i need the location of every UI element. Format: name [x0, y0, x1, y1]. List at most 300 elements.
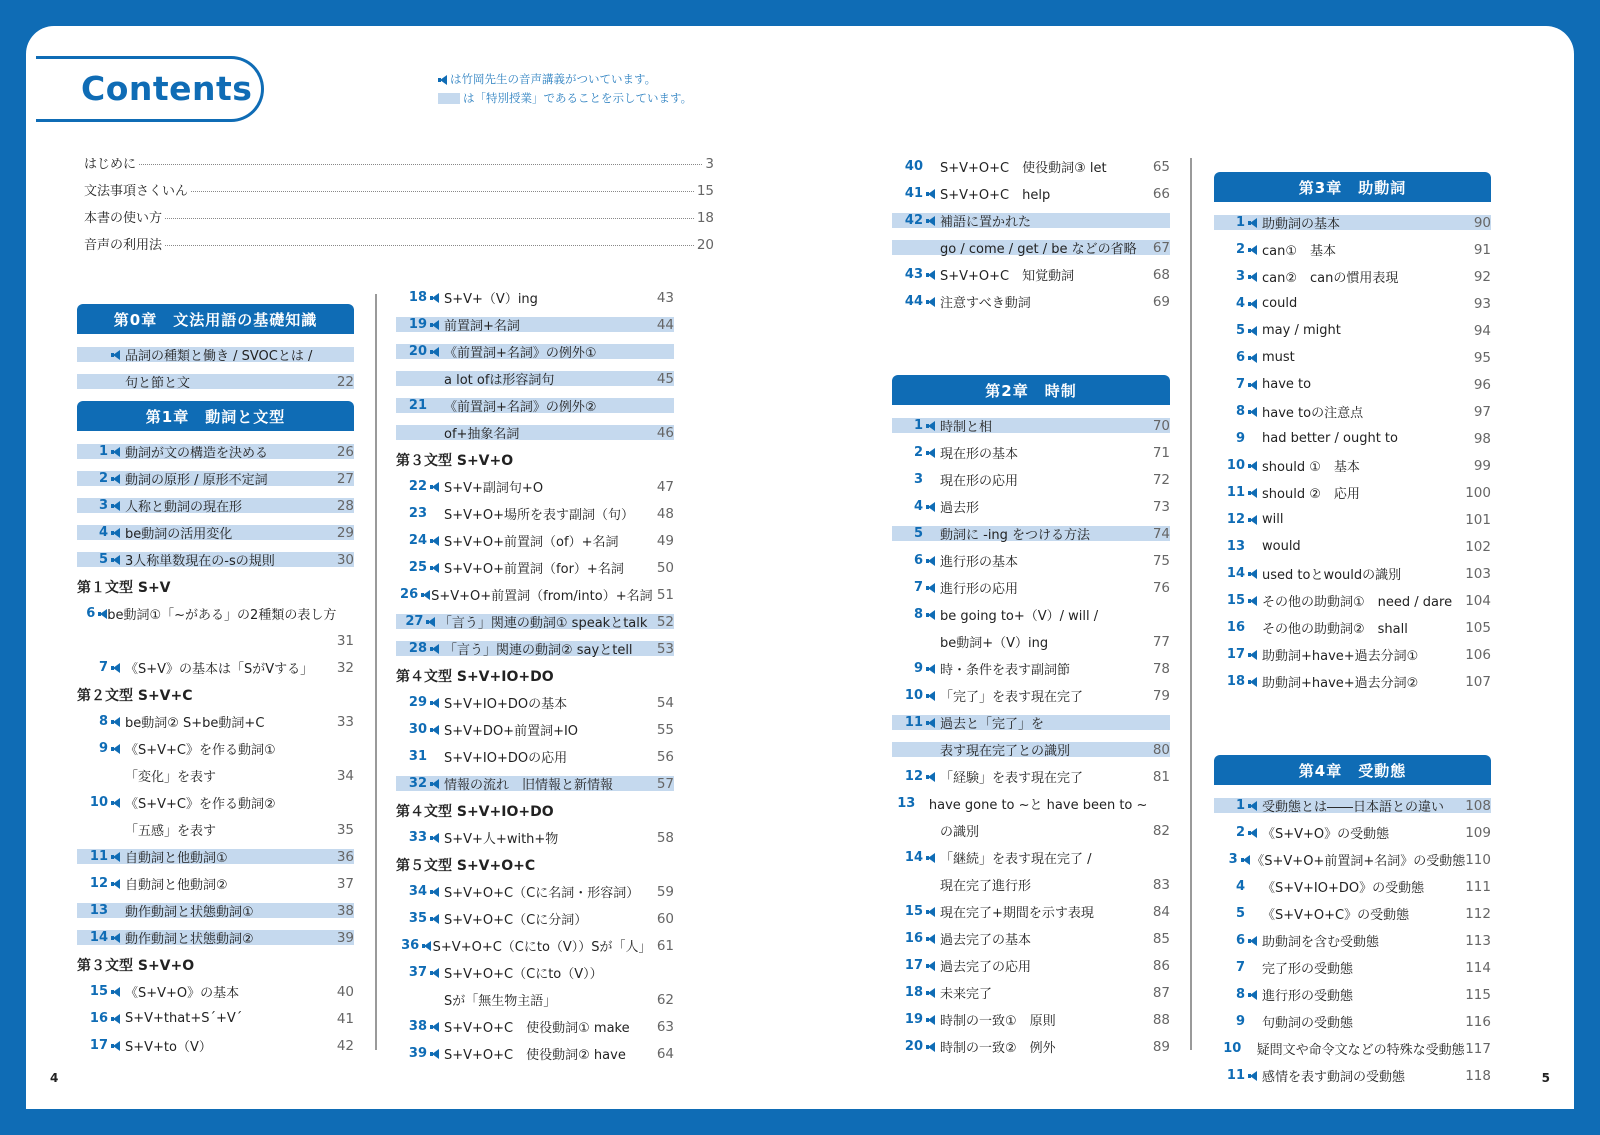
lesson-row[interactable]: [892, 628, 1170, 655]
intro-item[interactable]: [84, 180, 714, 207]
lesson-title: 「変化」を表す: [125, 770, 217, 785]
audio-slot: [111, 555, 125, 565]
chapter-header: 第2章 時制: [892, 375, 1170, 405]
lesson-number: 15: [89, 984, 108, 999]
page-number: 31: [336, 632, 354, 649]
special-lesson-row[interactable]: [77, 843, 354, 870]
speaker-icon: [430, 698, 439, 708]
speaker-icon: [1248, 828, 1257, 838]
speaker-icon: [430, 536, 439, 546]
special-lesson-row[interactable]: [396, 365, 674, 392]
audio-slot: [430, 1049, 444, 1059]
lesson-row[interactable]: [1214, 560, 1491, 587]
speaker-icon: [111, 447, 120, 457]
lesson-row[interactable]: [1214, 981, 1491, 1008]
lesson-title: be動詞② S+be動詞+C: [125, 716, 265, 731]
lesson-number: 34: [408, 884, 427, 899]
lesson-title: a lot ofは形容詞句: [444, 373, 555, 388]
audio-slot: [111, 717, 125, 727]
speaker-icon: [926, 270, 935, 280]
lesson-row[interactable]: [396, 581, 674, 608]
lesson-number: 7: [913, 580, 923, 595]
page-number: 113: [1465, 932, 1491, 949]
speaker-icon: [926, 934, 935, 944]
lesson-title: could: [1262, 296, 1298, 311]
audio-slot: [111, 1041, 125, 1051]
lesson-title: S+V+O+C（Cにto（V））: [444, 967, 603, 982]
intro-label: 文法事項さくいん: [84, 184, 189, 199]
page-number: 91: [1473, 241, 1491, 258]
lesson-title: 時制と相: [940, 420, 993, 435]
special-lesson-row[interactable]: [892, 736, 1170, 763]
lesson-row[interactable]: [892, 288, 1170, 315]
section-label: 第５文型 S+V+O+C: [396, 857, 536, 874]
special-lesson-row[interactable]: [1214, 792, 1491, 819]
page-number: 47: [656, 478, 674, 495]
lesson-title: have toの注意点: [1262, 406, 1364, 421]
lesson-number: 27: [405, 614, 424, 629]
lesson-row[interactable]: [77, 1032, 354, 1059]
lesson-row[interactable]: [1214, 506, 1491, 533]
page-number: 100: [1465, 484, 1491, 501]
audio-slot: [1248, 380, 1262, 390]
lesson-row[interactable]: [396, 1013, 674, 1040]
lesson-number: 16: [1226, 620, 1245, 635]
lesson-number: 42: [904, 213, 923, 228]
lesson-row[interactable]: [1214, 290, 1491, 317]
page-number: 101: [1465, 511, 1491, 528]
page-number: 87: [1152, 984, 1170, 1001]
page-number: 99: [1473, 457, 1491, 474]
lesson-row[interactable]: [892, 655, 1170, 682]
lesson-number: 9: [1235, 1014, 1245, 1029]
page-number: 93: [1473, 295, 1491, 312]
lesson-row[interactable]: [892, 1033, 1170, 1060]
lesson-row[interactable]: [892, 898, 1170, 925]
lesson-row[interactable]: [892, 601, 1170, 628]
page-number: 59: [656, 883, 674, 900]
audio-slot: [926, 988, 940, 998]
lesson-row[interactable]: [396, 554, 674, 581]
lesson-row[interactable]: [1214, 900, 1491, 927]
lesson-number: 22: [408, 479, 427, 494]
lesson-title: 「継続」を表す現在完了 /: [940, 852, 1092, 867]
audio-slot: [926, 189, 940, 199]
lesson-row[interactable]: [396, 986, 674, 1013]
speaker-icon: [1248, 515, 1257, 525]
lesson-number: 10: [1223, 1041, 1242, 1056]
section-heading: [77, 951, 354, 978]
lesson-row[interactable]: [77, 1005, 354, 1032]
lesson-title: 完了形の受動態: [1262, 962, 1354, 977]
lesson-row[interactable]: [1214, 641, 1491, 668]
intro-item[interactable]: [84, 153, 714, 180]
lesson-row[interactable]: [892, 952, 1170, 979]
lesson-title: 助動詞+have+過去分詞②: [1262, 676, 1419, 691]
lesson-title: 過去形: [940, 501, 980, 516]
page-number: 89: [1152, 1038, 1170, 1055]
lesson-row[interactable]: [1214, 1035, 1491, 1062]
page-number: 30: [336, 551, 354, 568]
intro-page: 18: [696, 210, 714, 226]
page-number: 103: [1465, 565, 1491, 582]
lesson-number: 1: [1235, 215, 1245, 230]
section-heading: [396, 851, 674, 878]
speaker-icon: [1248, 272, 1257, 282]
lesson-number: 11: [1226, 1068, 1245, 1083]
page-number-right: 5: [1541, 1071, 1550, 1085]
section-heading: [396, 446, 674, 473]
speaker-icon: [111, 717, 120, 727]
page-number: 86: [1152, 957, 1170, 974]
audio-slot: [926, 961, 940, 971]
lesson-row[interactable]: [892, 925, 1170, 952]
lesson-title: can① 基本: [1262, 244, 1337, 259]
lesson-row[interactable]: [77, 654, 354, 681]
lesson-title: be動詞の活用変化: [125, 527, 233, 542]
page-number: 115: [1465, 986, 1491, 1003]
page-number: 65: [1152, 158, 1170, 175]
special-lesson-row[interactable]: [77, 492, 354, 519]
lesson-row[interactable]: [77, 600, 354, 627]
lesson-row[interactable]: [892, 844, 1170, 871]
lesson-row[interactable]: [77, 816, 354, 843]
lesson-title: 動詞の原形 / 原形不定詞: [125, 473, 268, 488]
page-number: 90: [1473, 214, 1491, 231]
lesson-title: 《S+V+C》を作る動詞②: [125, 797, 276, 812]
lesson-row[interactable]: [77, 870, 354, 897]
audio-slot: [430, 833, 444, 843]
lesson-row[interactable]: [1214, 398, 1491, 425]
lesson-row[interactable]: [892, 180, 1170, 207]
special-lesson-row[interactable]: [77, 438, 354, 465]
page-number: 61: [656, 937, 674, 954]
title-frame: [36, 56, 264, 122]
audio-slot: [1248, 596, 1262, 606]
audio-slot: [426, 617, 438, 627]
page-number: 55: [656, 721, 674, 738]
special-lesson-row[interactable]: [396, 311, 674, 338]
speaker-icon: [422, 941, 431, 951]
special-lesson-row[interactable]: [396, 635, 674, 662]
lesson-title: S+V+DO+前置詞+IO: [444, 724, 579, 739]
audio-slot: [111, 987, 125, 997]
intro-item[interactable]: [84, 207, 714, 234]
lesson-number: 17: [1226, 647, 1245, 662]
lesson-row[interactable]: [1214, 954, 1491, 981]
lesson-row[interactable]: [1214, 425, 1491, 452]
toc-column-1: [77, 298, 354, 1059]
lesson-title: 「言う」関連の動詞② sayとtell: [444, 643, 633, 658]
audio-slot: [430, 887, 444, 897]
lesson-title: may / might: [1262, 323, 1341, 338]
lesson-number: 6: [1235, 933, 1245, 948]
lesson-row[interactable]: [892, 871, 1170, 898]
audio-slot: [430, 347, 444, 357]
speaker-icon: [1248, 569, 1257, 579]
audio-slot: [926, 718, 940, 728]
lesson-number: 12: [904, 769, 923, 784]
speaker-icon: [430, 914, 439, 924]
lesson-title: had better / ought to: [1262, 431, 1398, 446]
page-number: 71: [1152, 444, 1170, 461]
speaker-icon: [1248, 218, 1257, 228]
lesson-row[interactable]: [892, 979, 1170, 1006]
lesson-number: 18: [408, 290, 427, 305]
spacer: [1214, 722, 1491, 749]
legend: [438, 70, 692, 108]
audio-slot: [430, 968, 444, 978]
special-lesson-row[interactable]: [1214, 209, 1491, 236]
audio-slot: [926, 270, 940, 280]
page-number: 108: [1465, 797, 1491, 814]
page-number: 114: [1465, 959, 1491, 976]
audio-slot: [926, 583, 940, 593]
lesson-number: 18: [1226, 674, 1245, 689]
page-number: 41: [336, 1010, 354, 1027]
special-lesson-row[interactable]: [77, 341, 354, 368]
lesson-number: 40: [904, 159, 923, 174]
page-number: 102: [1465, 538, 1491, 555]
audio-slot: [430, 644, 444, 654]
lesson-row[interactable]: [396, 878, 674, 905]
lesson-number: 17: [89, 1038, 108, 1053]
lesson-title: 「完了」を表す現在完了: [940, 690, 1084, 705]
lesson-number: 37: [408, 965, 427, 980]
section-label: 第４文型 S+V+IO+DO: [396, 803, 554, 820]
audio-slot: [430, 482, 444, 492]
page-number: 67: [1152, 239, 1170, 256]
audio-slot: [430, 914, 444, 924]
lesson-number: 19: [408, 317, 427, 332]
lesson-title: S+V+O+場所を表す副詞（句）: [444, 508, 635, 523]
lesson-row[interactable]: [892, 682, 1170, 709]
lesson-row[interactable]: [396, 500, 674, 527]
lesson-row[interactable]: [396, 1040, 674, 1067]
audio-slot: [430, 320, 444, 330]
lesson-title: S+V+O+C 使役動詞① make: [444, 1021, 630, 1036]
lesson-row[interactable]: [892, 439, 1170, 466]
audio-slot: [421, 590, 431, 600]
page-number: 95: [1473, 349, 1491, 366]
lesson-number: 7: [1235, 377, 1245, 392]
lesson-number: 4: [913, 499, 923, 514]
lesson-title: 《S+V+IO+DO》の受動態: [1262, 881, 1425, 896]
lesson-row[interactable]: [396, 743, 674, 770]
special-lesson-row[interactable]: [77, 368, 354, 395]
lesson-row[interactable]: [396, 716, 674, 743]
speaker-icon: [111, 987, 120, 997]
speaker-icon: [926, 556, 935, 566]
legend-special-text: は「特別授業」であることを示しています。: [463, 91, 693, 105]
page-number: 76: [1152, 579, 1170, 596]
lesson-row[interactable]: [1214, 1062, 1491, 1089]
special-lesson-row[interactable]: [396, 419, 674, 446]
lesson-row[interactable]: [396, 689, 674, 716]
lesson-row[interactable]: [396, 284, 674, 311]
speaker-icon: [926, 664, 935, 674]
lesson-number: 35: [408, 911, 427, 926]
lesson-row[interactable]: [1214, 533, 1491, 560]
lesson-row[interactable]: [1214, 236, 1491, 263]
lesson-row[interactable]: [396, 824, 674, 851]
page-number: 83: [1152, 876, 1170, 893]
special-lesson-row[interactable]: [77, 546, 354, 573]
page-number: 84: [1152, 903, 1170, 920]
special-lesson-row[interactable]: [396, 392, 674, 419]
special-lesson-row[interactable]: [396, 608, 674, 635]
page-number: 77: [1152, 633, 1170, 650]
intro-item[interactable]: [84, 234, 714, 261]
lesson-row[interactable]: [892, 1006, 1170, 1033]
special-lesson-row[interactable]: [892, 207, 1170, 234]
page-number: 96: [1473, 376, 1491, 393]
lesson-row[interactable]: [892, 547, 1170, 574]
chapter-header: 第4章 受動態: [1214, 755, 1491, 785]
special-lesson-row[interactable]: [77, 465, 354, 492]
page-number: 81: [1152, 768, 1170, 785]
lesson-number: 39: [408, 1046, 427, 1061]
lesson-title: 補語に置かれた: [940, 215, 1032, 230]
lesson-row[interactable]: [1214, 819, 1491, 846]
lesson-title: S+V+O+前置詞（from/into）+名詞: [431, 589, 653, 604]
speaker-icon: [111, 879, 120, 889]
audio-slot: [926, 664, 940, 674]
special-lesson-row[interactable]: [892, 234, 1170, 261]
lesson-row[interactable]: [1214, 873, 1491, 900]
speaker-icon: [926, 907, 935, 917]
lesson-row[interactable]: [1214, 927, 1491, 954]
lesson-number: 3: [98, 498, 108, 513]
page-number: 38: [336, 902, 354, 919]
lesson-number: 12: [1226, 512, 1245, 527]
lesson-number: 11: [904, 715, 923, 730]
special-lesson-row[interactable]: [396, 770, 674, 797]
lesson-row[interactable]: [892, 790, 1170, 817]
lesson-row[interactable]: [77, 789, 354, 816]
special-lesson-row[interactable]: [77, 924, 354, 951]
audio-slot: [111, 474, 125, 484]
lesson-row[interactable]: [396, 905, 674, 932]
chapter-header: 第3章 助動詞: [1214, 172, 1491, 202]
lesson-number: 30: [408, 722, 427, 737]
lesson-row[interactable]: [1214, 587, 1491, 614]
lesson-title: 過去完了の応用: [940, 960, 1032, 975]
intro-label: はじめに: [84, 157, 137, 172]
lesson-row[interactable]: [1214, 1008, 1491, 1035]
leader-dots: [191, 191, 694, 192]
lesson-row[interactable]: [1214, 344, 1491, 371]
lesson-row[interactable]: [892, 817, 1170, 844]
lesson-row[interactable]: [396, 473, 674, 500]
speaker-icon: [1248, 461, 1257, 471]
page-number: 97: [1473, 403, 1491, 420]
special-lesson-row[interactable]: [396, 338, 674, 365]
intro-list: [84, 153, 714, 261]
lesson-row[interactable]: [892, 466, 1170, 493]
lesson-number: 7: [98, 660, 108, 675]
page-number: 22: [336, 373, 354, 390]
lesson-row[interactable]: [1214, 371, 1491, 398]
lesson-number: 2: [1235, 242, 1245, 257]
lesson-row[interactable]: [396, 959, 674, 986]
lesson-row[interactable]: [77, 735, 354, 762]
lesson-title: 《S+V+O+C》の受動態: [1262, 908, 1410, 923]
audio-slot: [926, 691, 940, 701]
page-number: 26: [336, 443, 354, 460]
page-number: 116: [1465, 1013, 1491, 1030]
speaker-icon: [1248, 650, 1257, 660]
page-number: 118: [1465, 1067, 1491, 1084]
audio-slot: [1248, 990, 1262, 1000]
lesson-row[interactable]: [1214, 263, 1491, 290]
lesson-title: S+V+O+C 使役動詞② have: [444, 1048, 626, 1063]
audio-slot: [926, 556, 940, 566]
lesson-row[interactable]: [892, 763, 1170, 790]
intro-label: 本書の使い方: [84, 211, 163, 226]
lesson-row[interactable]: [1214, 479, 1491, 506]
audio-slot: [430, 698, 444, 708]
page-number: 105: [1465, 619, 1491, 636]
lesson-row[interactable]: [77, 978, 354, 1005]
lesson-row[interactable]: [892, 153, 1170, 180]
lesson-row[interactable]: [1214, 668, 1491, 695]
speaker-icon: [111, 663, 120, 673]
lesson-row[interactable]: [77, 762, 354, 789]
lesson-row[interactable]: [1214, 614, 1491, 641]
speaker-icon: [926, 988, 935, 998]
lesson-row[interactable]: [892, 261, 1170, 288]
lesson-row[interactable]: [396, 932, 674, 959]
lesson-row[interactable]: [77, 708, 354, 735]
speaker-icon: [926, 502, 935, 512]
lesson-title: S+V+O+C 知覚動詞: [940, 269, 1075, 284]
intro-page: 3: [705, 156, 714, 172]
page-number: 109: [1465, 824, 1491, 841]
lesson-number: 12: [89, 876, 108, 891]
lesson-row[interactable]: [1214, 846, 1491, 873]
lesson-title: of+抽象名詞: [444, 427, 520, 442]
special-lesson-row[interactable]: [892, 520, 1170, 547]
special-lesson-row[interactable]: [77, 897, 354, 924]
lesson-row[interactable]: [892, 574, 1170, 601]
lesson-title: 未来完了: [940, 987, 993, 1002]
lesson-row[interactable]: [396, 527, 674, 554]
audio-slot: [111, 933, 125, 943]
audio-slot: [430, 293, 444, 303]
page-number: 85: [1152, 930, 1170, 947]
lesson-title: 過去と「完了」を: [940, 717, 1045, 732]
lesson-row[interactable]: [892, 493, 1170, 520]
special-lesson-row[interactable]: [892, 412, 1170, 439]
speaker-icon: [430, 779, 439, 789]
lesson-title: の識別: [940, 825, 980, 840]
special-lesson-row[interactable]: [77, 519, 354, 546]
page-number: 48: [656, 505, 674, 522]
lesson-row[interactable]: [1214, 452, 1491, 479]
lesson-number: 1: [98, 444, 108, 459]
section-label: 第２文型 S+V+C: [77, 687, 193, 704]
lesson-title: 過去完了の基本: [940, 933, 1032, 948]
page-number: 36: [336, 848, 354, 865]
lesson-row[interactable]: [77, 627, 354, 654]
page-number: 49: [656, 532, 674, 549]
toc-column-4: [1214, 166, 1491, 1089]
speaker-icon: [1248, 936, 1257, 946]
special-lesson-row[interactable]: [892, 709, 1170, 736]
lesson-row[interactable]: [1214, 317, 1491, 344]
lesson-title: S+V+人+with+物: [444, 832, 559, 847]
